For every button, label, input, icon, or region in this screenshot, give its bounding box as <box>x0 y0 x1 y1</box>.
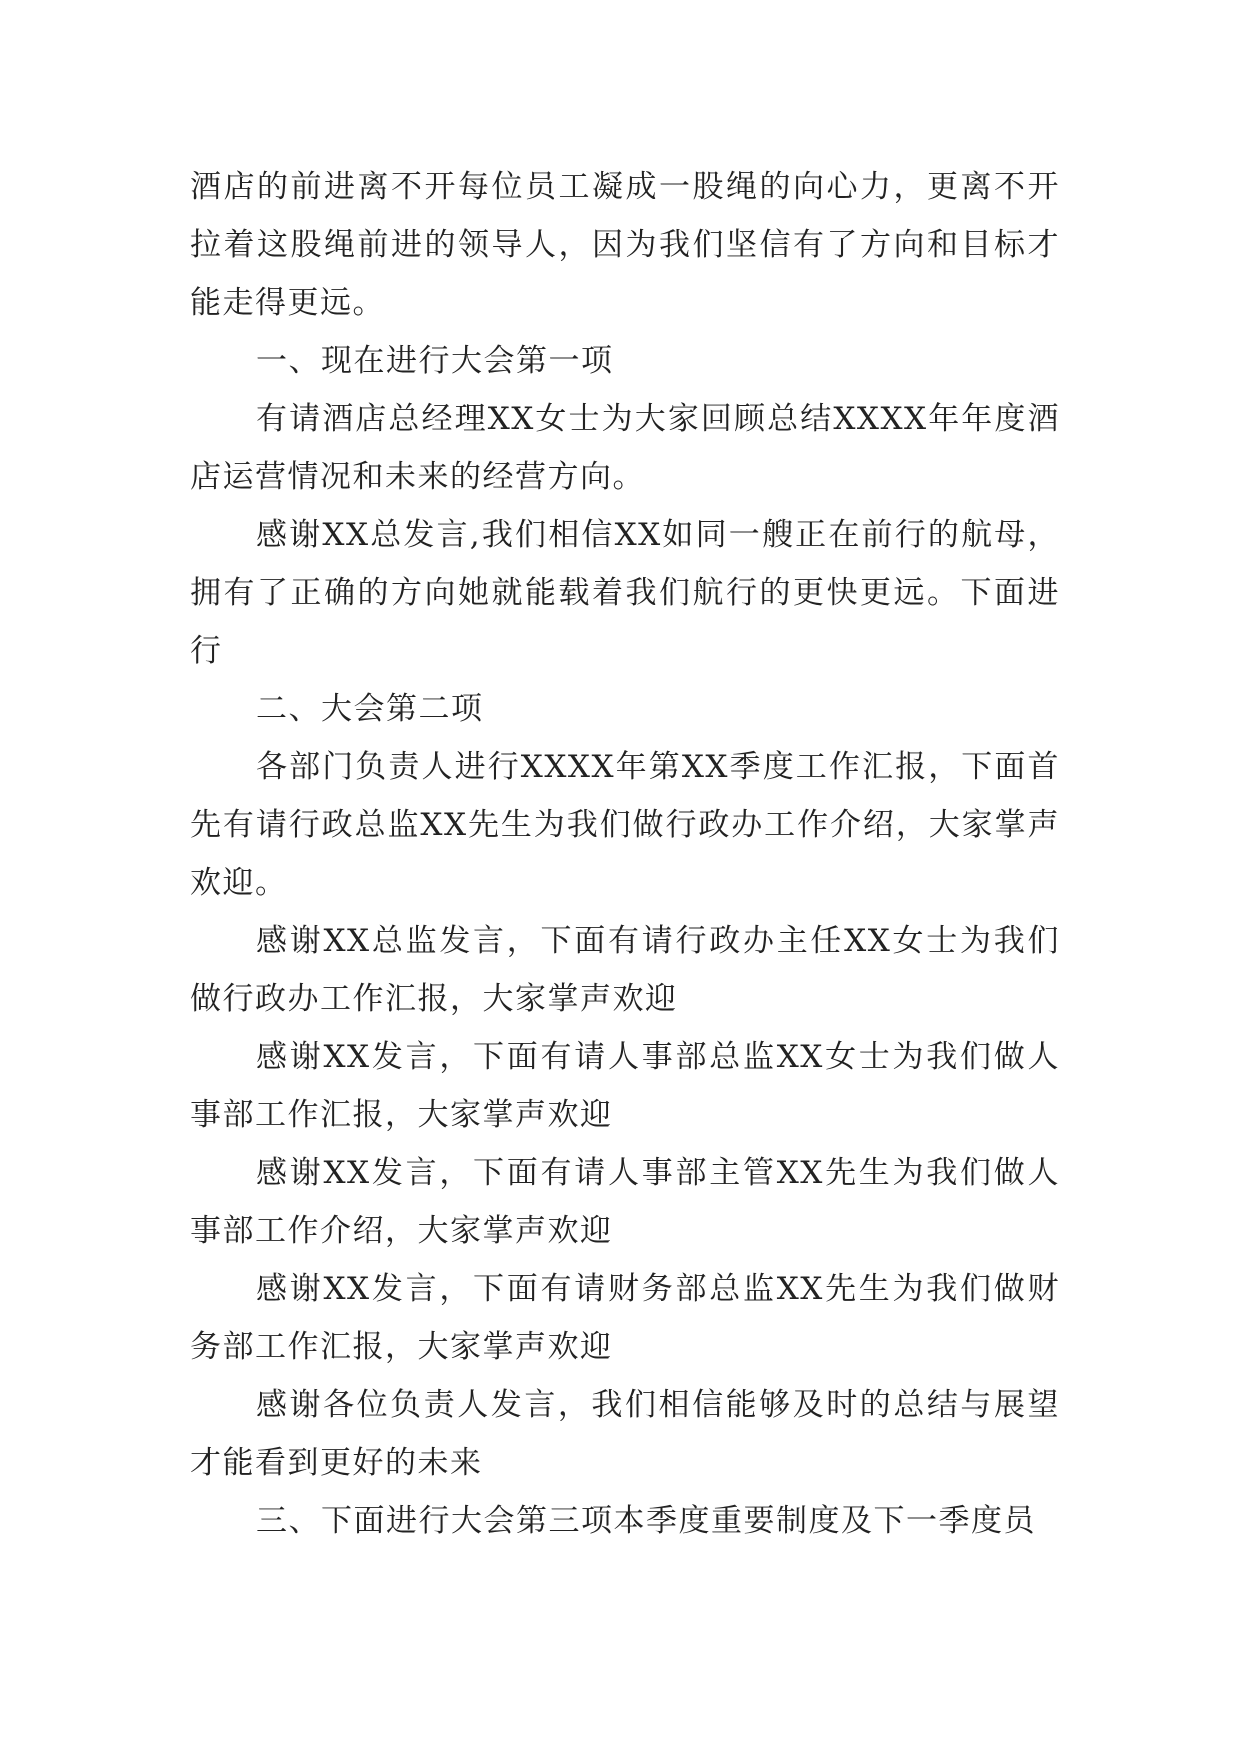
paragraph-intro: 酒店的前进离不开每位员工凝成一股绳的向心力，更离不开拉着这股绳前进的领导人，因为我们坚信有了方向和目标才能走得更远。 <box>190 169 1060 321</box>
document-body <box>190 158 1060 1550</box>
paragraph: 感谢各位负责人发言，我们相信能够及时的总结与展望才能看到更好的未来 <box>190 1387 1060 1481</box>
paragraph: 感谢XX发言，下面有请人事部主管XX先生为我们做人事部工作介绍，大家掌声欢迎 <box>190 1155 1060 1249</box>
section-heading-1: 一、现在进行大会第一项 <box>256 343 614 379</box>
section-heading-3: 三、下面进行大会第三项本季度重要制度及下一季度员 <box>256 1503 1036 1539</box>
paragraph: 感谢XX发言，下面有请人事部总监XX女士为我们做人事部工作汇报，大家掌声欢迎 <box>190 1039 1060 1133</box>
paragraph: 感谢XX总发言,我们相信XX如同一艘正在前行的航母，拥有了正确的方向她就能载着我们航行的更快更远。下面进行 <box>190 517 1060 669</box>
paragraph: 有请酒店总经理XX女士为大家回顾总结XXXX年年度酒店运营情况和未来的经营方向。 <box>190 401 1060 495</box>
paragraph: 感谢XX总监发言，下面有请行政办主任XX女士为我们做行政办工作汇报，大家掌声欢迎 <box>190 923 1060 1017</box>
paragraph: 感谢XX发言，下面有请财务部总监XX先生为我们做财务部工作汇报，大家掌声欢迎 <box>190 1271 1060 1365</box>
paragraph: 各部门负责人进行XXXX年第XX季度工作汇报，下面首先有请行政总监XX先生为我们做行政办工作介绍，大家掌声欢迎。 <box>190 749 1060 901</box>
section-heading-2: 二、大会第二项 <box>256 691 484 727</box>
